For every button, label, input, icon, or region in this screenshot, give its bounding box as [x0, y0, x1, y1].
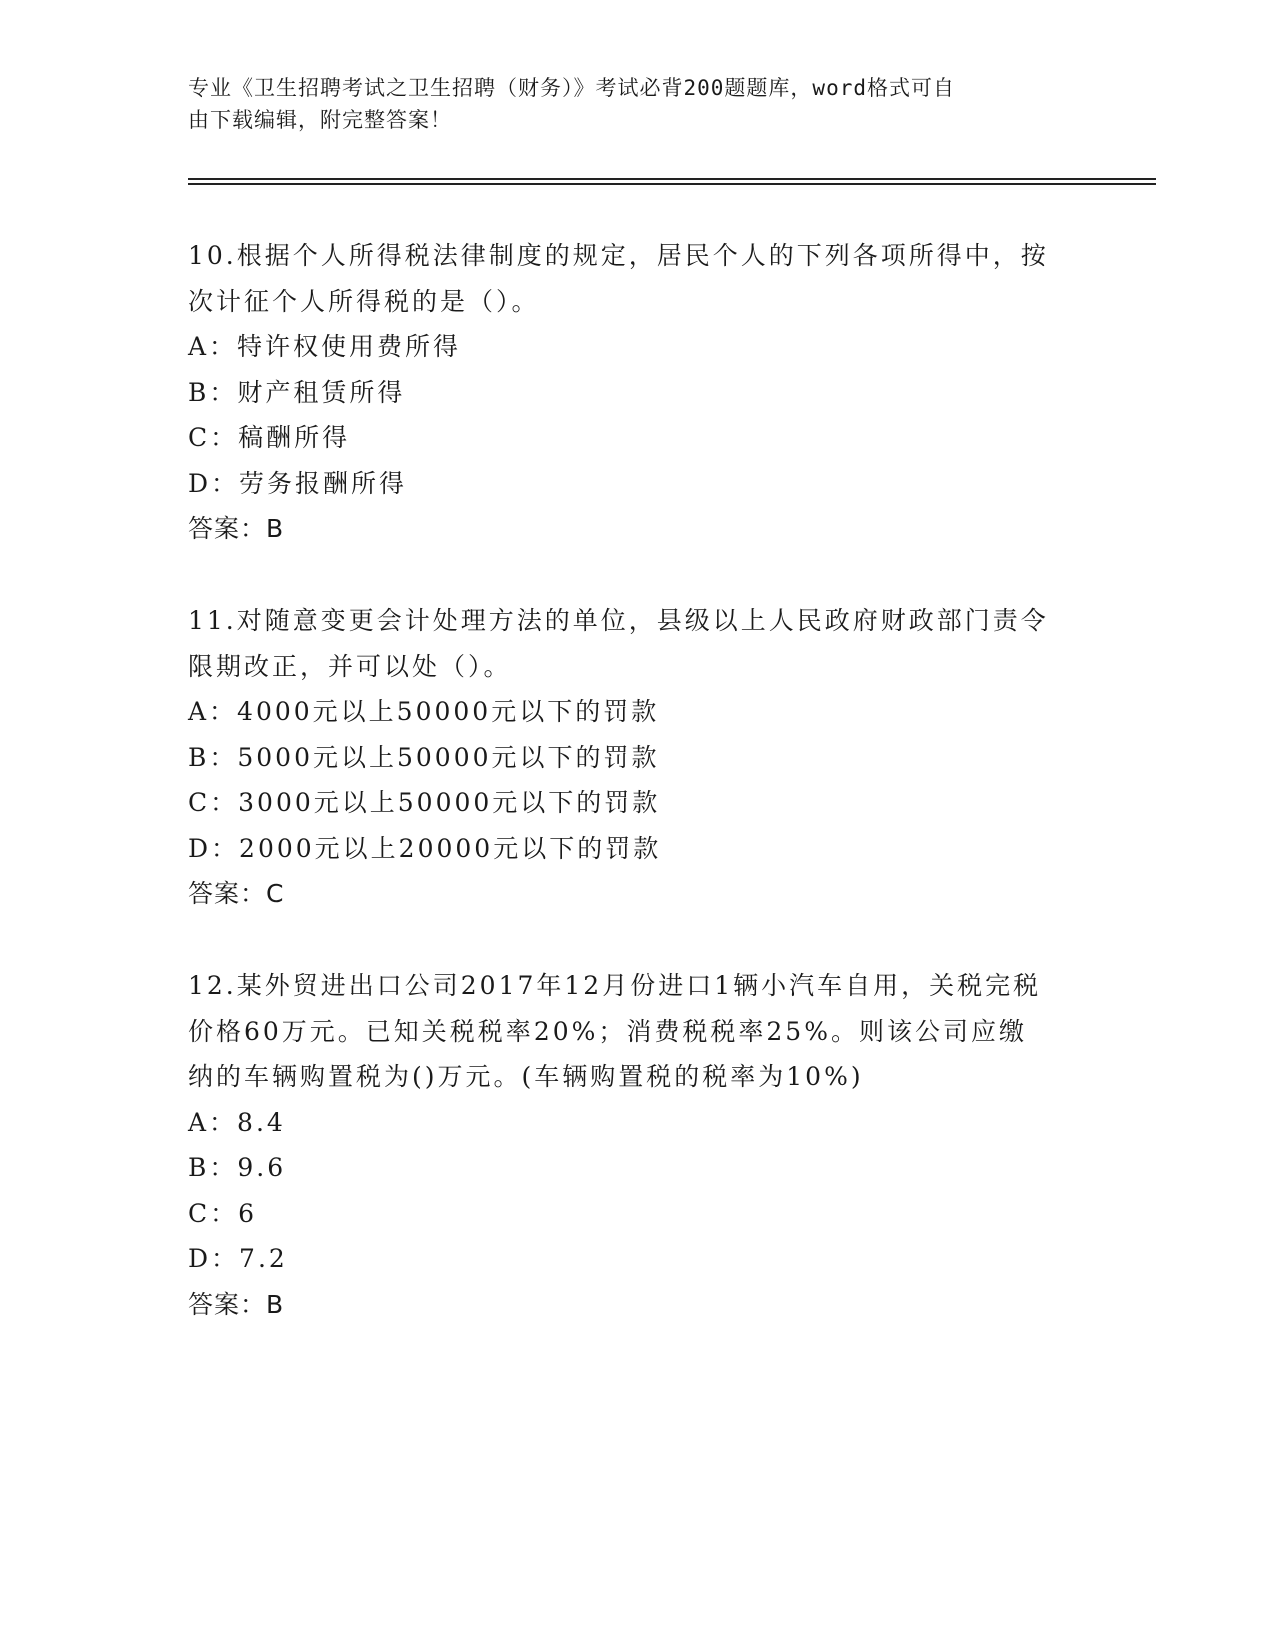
header-line: 由下载编辑，附完整答案！ [188, 108, 452, 132]
header-line: 专业《卫生招聘考试之卫生招聘（财务）》考试必背200题题库，word格式可自 [188, 76, 955, 100]
option-d: D：劳务报酬所得 [188, 468, 408, 498]
option-c: C：稿酬所得 [188, 423, 351, 452]
option-c: C：3000元以上50000元以下的罚款 [188, 788, 661, 817]
question-stem: 10.根据个人所得税法律制度的规定，居民个人的下列各项所得中，按 [188, 241, 1049, 270]
option-c: C：6 [188, 1198, 258, 1228]
question-12 [188, 963, 1088, 1327]
question-stem: 限期改正，并可以处（）。 [188, 651, 512, 681]
option-a: A：特许权使用费所得 [188, 332, 462, 361]
option-a: A：8.4 [188, 1107, 286, 1137]
option-b: B：5000元以上50000元以下的罚款 [188, 742, 660, 772]
header-divider [188, 183, 1156, 185]
answer: 答案：C [188, 879, 285, 908]
answer: 答案：B [188, 514, 285, 543]
question-stem: 价格60万元。已知关税税率20%；消费税税率25%。则该公司应缴 [188, 1016, 1027, 1046]
question-10 [188, 233, 1088, 552]
option-d: D：7.2 [188, 1244, 288, 1273]
option-b: B：9.6 [188, 1153, 287, 1182]
option-d: D：2000元以上20000元以下的罚款 [188, 833, 662, 863]
question-stem: 12.某外贸进出口公司2017年12月份进口1辆小汽车自用，关税完税 [188, 971, 1042, 1000]
header-divider [188, 178, 1156, 180]
question-stem: 纳的车辆购置税为()万元。(车辆购置税的税率为10%) [188, 1062, 864, 1091]
option-a: A：4000元以上50000元以下的罚款 [188, 697, 660, 726]
question-stem: 11.对随意变更会计处理方法的单位，县级以上人民政府财政部门责令 [188, 606, 1049, 635]
question-stem: 次计征个人所得税的是（）。 [188, 286, 540, 316]
document-header [188, 72, 1068, 136]
answer: 答案：B [188, 1289, 285, 1319]
option-b: B：财产租赁所得 [188, 377, 406, 407]
question-11 [188, 598, 1088, 917]
